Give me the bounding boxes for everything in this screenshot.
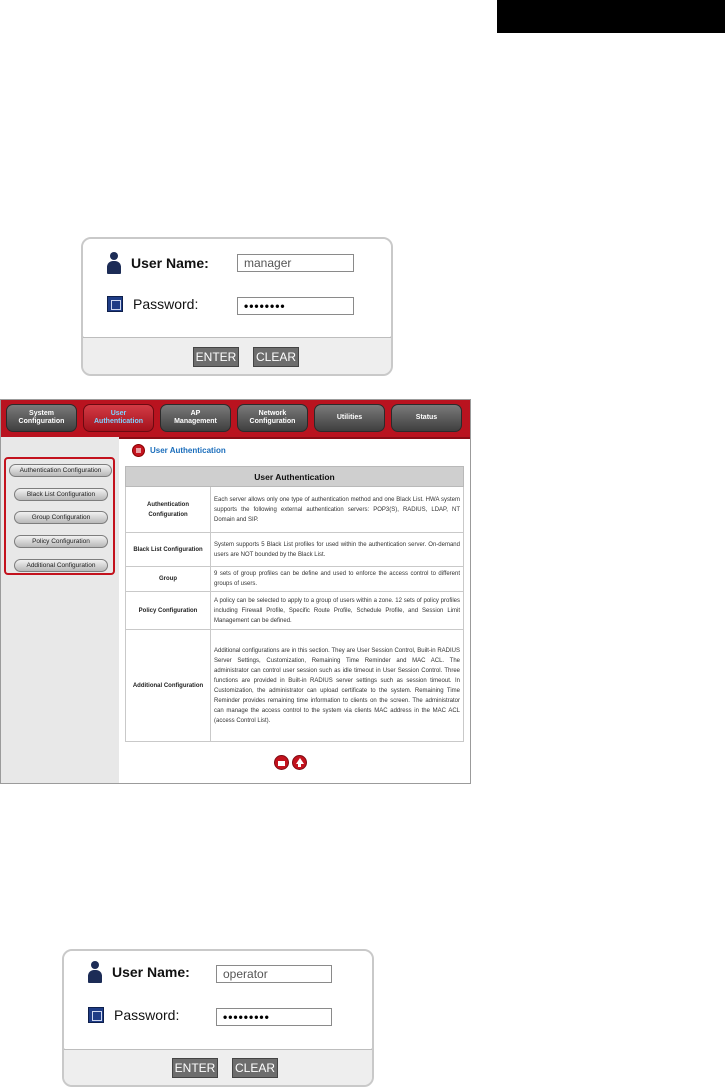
sidebar-item-group-configuration[interactable]: Group Configuration — [14, 511, 108, 524]
row-name: Additional Configuration — [126, 630, 211, 742]
login-panel-operator — [62, 949, 374, 1087]
login-button-bar — [83, 337, 391, 374]
table-row — [126, 567, 464, 592]
tab-utilities[interactable]: Utilities — [314, 404, 385, 432]
enter-button[interactable]: ENTER — [193, 347, 239, 367]
password-input[interactable]: ••••••••• — [216, 1008, 332, 1026]
login-form — [64, 951, 372, 1048]
password-input[interactable]: •••••••• — [237, 297, 354, 315]
row-desc: Additional configurations are in this section. They are User Session Control, Built-in RADIUS Server Settings, Customization, Remaining Time Reminder and MAC ACL. The administrator can control user session such as idle timeout in User Session Control. Three functions are provided in Built-in RADIUS server settings such as session timeout. In Customization, the administrator can upload certificate to the system. Remaining Time Reminder provides remaining time information to clients on the screen. The administrator can manage the access control to the system via clients MAC address in the MAC ACL (access Control List). — [211, 630, 464, 742]
password-icon — [107, 296, 123, 312]
row-desc: Each server allows only one type of authentication method and one Black List. HWA system supports the following external authentication servers: POP3(S), RADIUS, LDAP, NT Domain and SIP. — [211, 487, 464, 533]
top-navigation — [1, 400, 470, 439]
sidebar-item-additional-configuration[interactable]: Additional Configuration — [14, 559, 108, 572]
home-icon[interactable] — [274, 755, 289, 770]
row-desc: A policy can be selected to apply to a group of users within a zone. 12 sets of policy profiles including Firewall Profile, Specific Route Profile, Schedule Profile, and Session Limit Management can be defined. — [211, 592, 464, 630]
username-label: User Name: — [112, 964, 190, 980]
login-button-bar — [64, 1049, 372, 1085]
tab-ap-management[interactable]: AP Management — [160, 404, 231, 432]
enter-button[interactable]: ENTER — [172, 1058, 218, 1078]
row-name: Group — [126, 567, 211, 592]
sidebar — [1, 437, 119, 783]
tab-user-authentication[interactable]: User Authentication — [83, 404, 154, 432]
table-row — [126, 630, 464, 742]
row-name: Policy Configuration — [126, 592, 211, 630]
bottom-nav-icons — [274, 755, 307, 770]
tab-system-configuration[interactable]: System Configuration — [6, 404, 77, 432]
table-row — [126, 533, 464, 567]
table-row — [126, 592, 464, 630]
username-input[interactable]: manager — [237, 254, 354, 272]
sidebar-item-black-list-configuration[interactable]: Black List Configuration — [14, 488, 108, 501]
auth-table — [125, 466, 464, 742]
clear-button[interactable]: CLEAR — [232, 1058, 278, 1078]
sidebar-item-authentication-configuration[interactable]: Authentication Configuration — [9, 464, 112, 477]
table-header: User Authentication — [126, 467, 464, 487]
row-name: Black List Configuration — [126, 533, 211, 567]
admin-screenshot — [0, 399, 471, 784]
password-icon — [88, 1007, 104, 1023]
section-bullet-icon — [132, 444, 145, 457]
username-label: User Name: — [131, 255, 209, 271]
page-title-text: User Authentication — [150, 446, 226, 455]
clear-button[interactable]: CLEAR — [253, 347, 299, 367]
user-icon — [88, 961, 102, 983]
header-black-tab — [497, 0, 725, 33]
row-desc: System supports 5 Black List profiles for used within the authentication server. On-demand users are NOT bounded by the Black List. — [211, 533, 464, 567]
up-arrow-icon[interactable] — [292, 755, 307, 770]
password-label: Password: — [133, 296, 199, 312]
tab-status[interactable]: Status — [391, 404, 462, 432]
row-desc: 9 sets of group profiles can be define and used to enforce the access control to different groups of users. — [211, 567, 464, 592]
table-row — [126, 487, 464, 533]
user-icon — [107, 252, 121, 274]
sidebar-item-policy-configuration[interactable]: Policy Configuration — [14, 535, 108, 548]
page-title — [132, 444, 226, 457]
sidebar-menu-box — [4, 457, 115, 575]
tab-network-configuration[interactable]: Network Configuration — [237, 404, 308, 432]
password-label: Password: — [114, 1007, 180, 1023]
login-form — [83, 239, 391, 336]
row-name: Authentication Configuration — [126, 487, 211, 533]
login-panel-manager — [81, 237, 393, 376]
username-input[interactable]: operator — [216, 965, 332, 983]
